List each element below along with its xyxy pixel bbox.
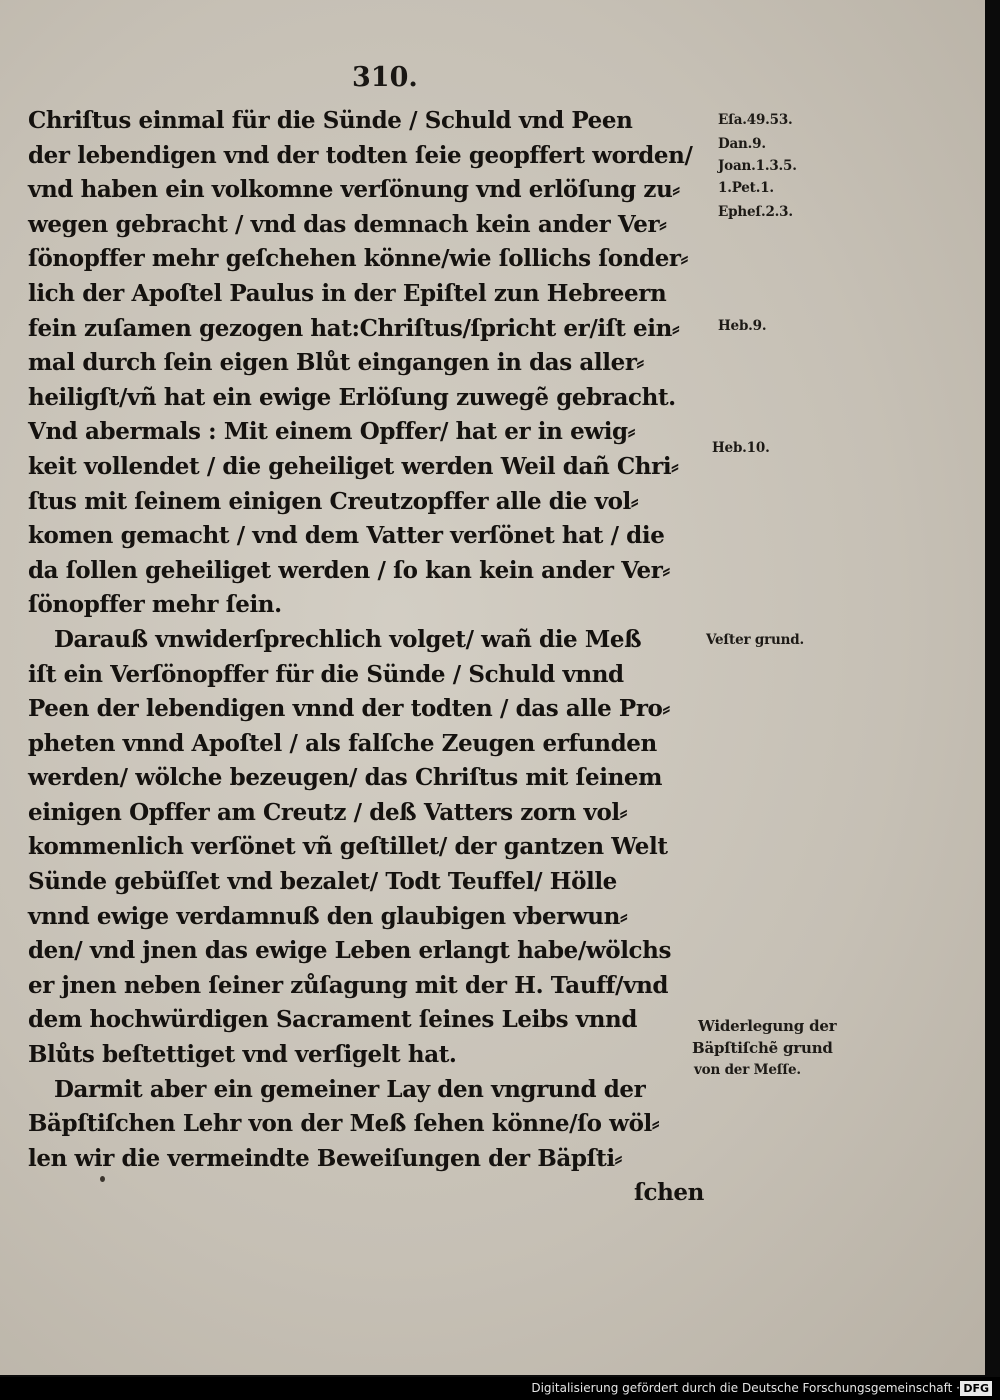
text-line: ſtus mit ſeinem einigen Creutzopffer alle die vol⸗	[28, 487, 639, 515]
page-number: 310.	[352, 62, 418, 93]
text-line: ſönopffer mehr ſein.	[28, 591, 282, 619]
text-line: mal durch ſein eigen Blůt eingangen in das aller⸗	[28, 349, 644, 377]
marginal-note-isaiah: Eſa.49.53.	[718, 112, 793, 128]
marginal-note-ephesians: Epheſ.2.3.	[718, 204, 793, 220]
text-line: den/ vnd jnen das ewige Leben erlangt habe/wölchs	[28, 937, 672, 965]
text-line: einigen Opffer am Creutz / deß Vatters zorn vol⸗	[28, 798, 628, 826]
ink-speck	[100, 1176, 105, 1182]
text-line: vnd haben ein volkomne verſönung vnd erlöſung zu⸗	[28, 176, 680, 204]
marginal-note-widerlegung: Widerlegung der	[698, 1017, 837, 1035]
text-line: lich der Apoſtel Paulus in der Epiſtel zun Hebreern	[28, 279, 667, 307]
text-line: kommenlich verſönet vñ geſtillet/ der gantzen Welt	[28, 833, 668, 861]
text-line: Darmit aber ein gemeiner Lay den vngrund der	[54, 1075, 646, 1103]
marginal-note-john: Joan.1.3.5.	[718, 158, 797, 174]
marginal-note-peter: 1.Pet.1.	[718, 180, 774, 196]
marginal-note-vester-grund: Veſter grund.	[706, 632, 804, 648]
body-text	[28, 104, 718, 1211]
text-line: dem hochwürdigen Sacrament ſeines Leibs vnnd	[28, 1006, 638, 1034]
text-line: Chriſtus einmal für die Sünde / Schuld vnd Peen	[28, 107, 633, 134]
text-line: ſönopffer mehr geſchehen könne/wie ſollichs ſonder⸗	[28, 245, 688, 273]
text-line: ſchen	[634, 1179, 704, 1207]
marginal-note-von-der-messe: von der Meſſe.	[694, 1062, 801, 1078]
text-line: pheten vnnd Apoſtel / als falſche Zeugen erfunden	[28, 729, 657, 757]
text-line: der lebendigen vnd der todten ſeie geopffert worden/	[28, 141, 693, 169]
text-line: komen gemacht / vnd dem Vatter verſönet hat / die	[28, 522, 665, 550]
text-line: wegen gebracht / vnd das demnach kein ander Ver⸗	[28, 210, 667, 238]
text-line: iſt ein Verſönopffer für die Sünde / Schuld vnnd	[28, 660, 624, 688]
text-line: er jnen neben ſeiner zůſagung mit der H. Tauff/vnd	[28, 971, 669, 999]
text-line: Darauß vnwiderſprechlich volget/ wañ die Meß	[54, 625, 642, 653]
text-line: werden/ wölche bezeugen/ das Chriſtus mit ſeinem	[28, 764, 663, 792]
text-line: heiligſt/vñ hat ein ewige Erlöſung zuwegẽ gebracht.	[28, 383, 676, 411]
text-line: fein zuſamen gezogen hat:Chriſtus/ſpricht er/iſt ein⸗	[28, 314, 680, 342]
marginal-note-daniel: Dan.9.	[718, 136, 766, 152]
digitization-footer	[0, 1377, 1000, 1400]
text-line: len wir die vermeindte Beweiſungen der Bäpſti⸗	[28, 1144, 622, 1172]
dfg-logo: DFG	[960, 1381, 992, 1396]
text-line: da ſollen geheiliget werden / ſo kan kein ander Ver⸗	[28, 556, 670, 584]
text-line: Peen der lebendigen vnnd der todten / das alle Pro⸗	[28, 695, 670, 723]
text-line: vnnd ewige verdamnuß den glaubigen vberwun⸗	[28, 902, 628, 930]
text-line: Blůts beſtettiget vnd verſigelt hat.	[28, 1041, 457, 1069]
marginal-note-hebrews-9: Heb.9.	[718, 318, 767, 334]
text-line: Bäpſtiſchen Lehr von der Meß ſehen könne/ſo wöl⸗	[28, 1110, 660, 1138]
marginal-note-hebrews-10: Heb.10.	[712, 440, 770, 456]
footer-credit: Digitalisierung gefördert durch die Deutsche Forschungsgemeinschaft ·	[531, 1381, 960, 1395]
text-line: Vnd abermals : Mit einem Opffer/ hat er in ewig⸗	[28, 418, 635, 446]
text-line: keit vollendet / die geheiliget werden Weil dañ Chri⸗	[28, 452, 679, 480]
text-line: Sünde gebüſſet vnd bezalet/ Todt Teuffel/ Hölle	[28, 868, 617, 896]
marginal-note-paepstische-grund: Bäpſtiſchẽ grund	[692, 1039, 833, 1057]
